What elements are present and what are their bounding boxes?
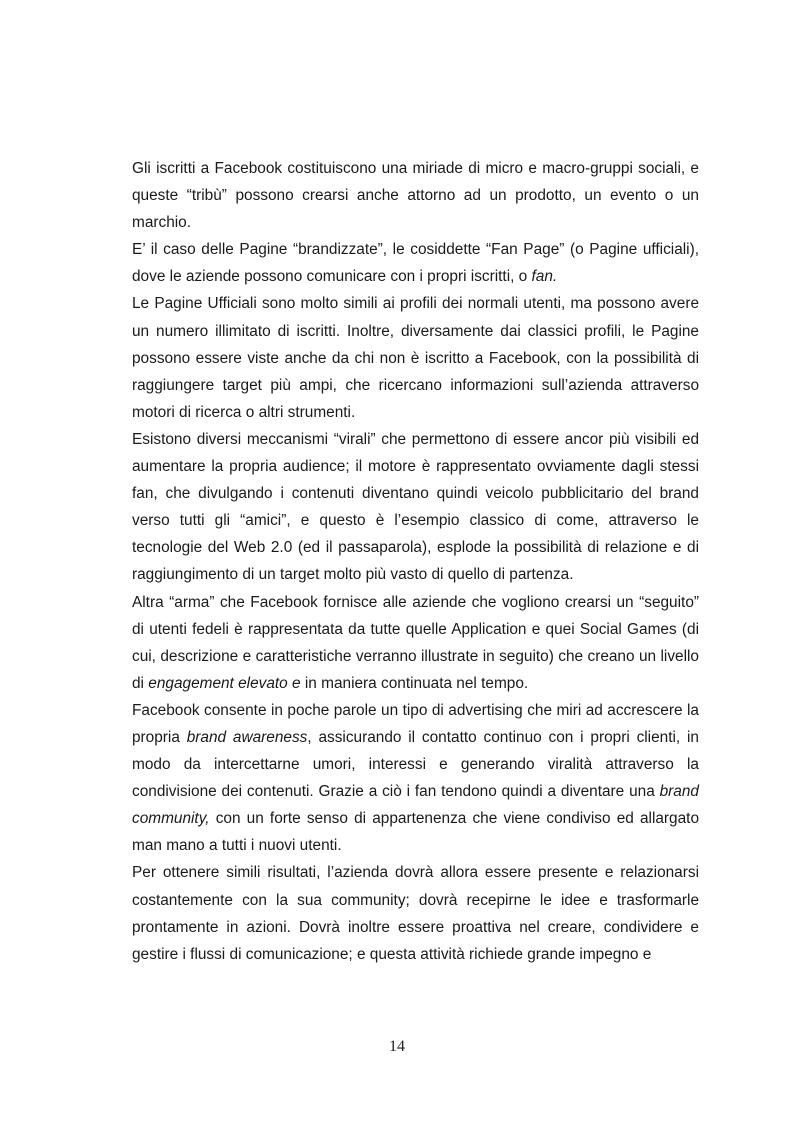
paragraph-1: Gli iscritti a Facebook costituiscono una miriade di micro e macro-gruppi sociali, e queste “tribù” possono crearsi anche attorno ad un prodotto, un evento o un marchio.: [132, 160, 699, 232]
paragraph-6: Facebook consente in poche parole un tipo di advertising che miri ad accrescere la propria brand awareness, assicurando il contatto continuo con i propri clienti, in modo da intercettarne umori, interessi e generando viralità attraverso la condivisione dei contenuti. Grazie a ciò i fan tendono quindi a diventare una brand community, con un forte senso di appartenenza che viene condiviso ed allargato man mano a tutti i nuovi utenti.: [132, 701, 699, 855]
paragraph-2: E’ il caso delle Pagine “brandizzate”, le cosiddette “Fan Page” (o Pagine ufficiali), dove le aziende possono comunicare con i propri iscritti, o fan.: [132, 241, 699, 286]
paragraph-3: Le Pagine Ufficiali sono molto simili ai profili dei normali utenti, ma possono avere un numero illimitato di iscritti. Inoltre, diversamente dai classici profili, le Pagine possono essere viste anche da chi non è iscritto a Facebook, con la possibilità di raggiungere target più ampi, che ricercano informazioni sull’azienda attraverso motori di ricerca o altri strumenti.: [132, 295, 699, 421]
body-text: [132, 155, 699, 968]
paragraph-4: Esistono diversi meccanismi “virali” che permettono di essere ancor più visibili ed aumentare la propria audience; il motore è rappresentato ovviamente dagli stessi fan, che divulgando i contenuti diventano quindi veicolo pubblicitario del brand verso tutti gli “amici”, e questo è l’esempio classico di come, attraverso le tecnologie del Web 2.0 (ed il passaparola), esplode la possibilità di relazione e di raggiungimento di un target molto più vasto di quello di partenza.: [132, 430, 699, 584]
paragraph-7: Per ottenere simili risultati, l’azienda dovrà allora essere presente e relazionarsi costantemente con la sua community; dovrà recepirne le idee e trasformarle prontamente in azioni. Dovrà inoltre essere proattiva nel creare, condividere e gestire i flussi di comunicazione; e questa attività richiede grande impegno e: [132, 864, 699, 963]
paragraph-5: Altra “arma” che Facebook fornisce alle aziende che vogliono crearsi un “seguito” di utenti fedeli è rappresentata da tutte quelle Application e quei Social Games (di cui, descrizione e caratteristiche verranno illustrate in seguito) che creano un livello di engagement elevato e in maniera continuata nel tempo.: [132, 593, 699, 692]
page-number: 14: [389, 1038, 405, 1055]
